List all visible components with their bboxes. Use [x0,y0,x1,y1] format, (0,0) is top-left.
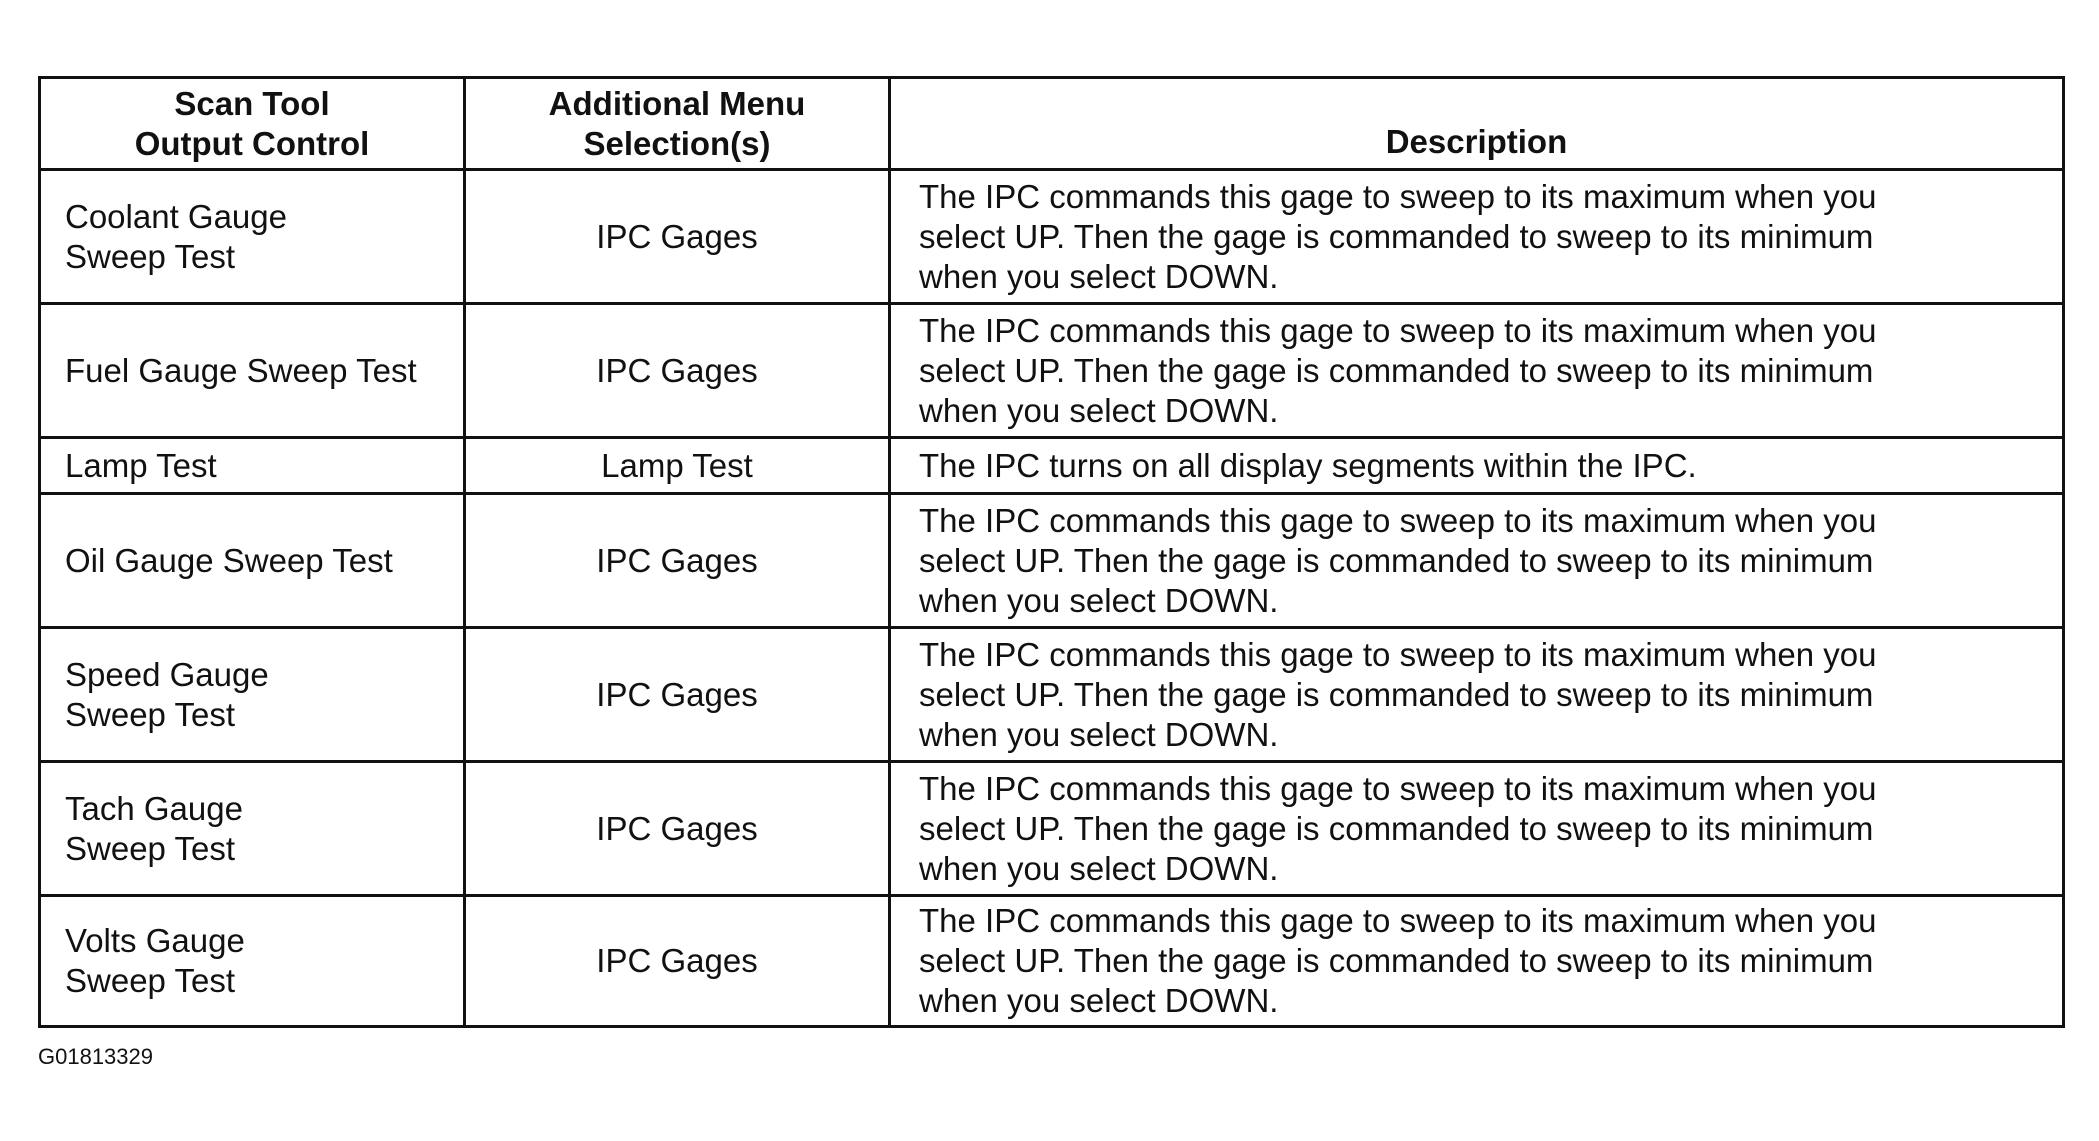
scan-tool-output-table [38,76,2065,1028]
output-control-cell: Coolant Gauge Sweep Test [40,170,465,304]
description-cell: The IPC turns on all display segments within the IPC. [890,438,2064,494]
description-cell: The IPC commands this gage to sweep to its maximum when you select UP. Then the gage is commanded to sweep to its minimum when you select DOWN. [890,170,2064,304]
header-description [890,78,2064,170]
table-row [40,628,2064,762]
description-cell: The IPC commands this gage to sweep to its maximum when you select UP. Then the gage is commanded to sweep to its minimum when you select DOWN. [890,628,2064,762]
menu-selection-cell: IPC Gages [465,304,890,438]
header-menu-selection-label: Additional Menu Selection(s) [548,84,806,162]
menu-selection-cell: IPC Gages [465,896,890,1027]
description-cell: The IPC commands this gage to sweep to its maximum when you select UP. Then the gage is commanded to sweep to its minimum when you select DOWN. [890,896,2064,1027]
output-control-cell: Oil Gauge Sweep Test [40,494,465,628]
description-cell: The IPC commands this gage to sweep to its maximum when you select UP. Then the gage is commanded to sweep to its minimum when you select DOWN. [890,762,2064,896]
header-menu-selection [465,78,890,170]
table-row [40,896,2064,1027]
output-control-cell: Tach Gauge Sweep Test [40,762,465,896]
table-row [40,494,2064,628]
table-row [40,438,2064,494]
menu-selection-cell: Lamp Test [465,438,890,494]
menu-selection-cell: IPC Gages [465,628,890,762]
description-cell: The IPC commands this gage to sweep to its maximum when you select UP. Then the gage is commanded to sweep to its minimum when you select DOWN. [890,304,2064,438]
table-header [40,78,2064,170]
header-output-control-label: Scan Tool Output Control [134,84,370,162]
table-body [40,170,2064,1027]
menu-selection-cell: IPC Gages [465,762,890,896]
description-cell: The IPC commands this gage to sweep to its maximum when you select UP. Then the gage is commanded to sweep to its minimum when you select DOWN. [890,494,2064,628]
table-row [40,170,2064,304]
header-output-control [40,78,465,170]
menu-selection-cell: IPC Gages [465,170,890,304]
figure-id: G01813329 [38,1044,153,1069]
header-row [40,78,2064,170]
output-control-cell: Fuel Gauge Sweep Test [40,304,465,438]
header-description-label: Description [1385,123,1568,160]
table-row [40,304,2064,438]
menu-selection-cell: IPC Gages [465,494,890,628]
output-control-cell: Speed Gauge Sweep Test [40,628,465,762]
output-control-cell: Volts Gauge Sweep Test [40,896,465,1027]
table-row [40,762,2064,896]
output-control-cell: Lamp Test [40,438,465,494]
